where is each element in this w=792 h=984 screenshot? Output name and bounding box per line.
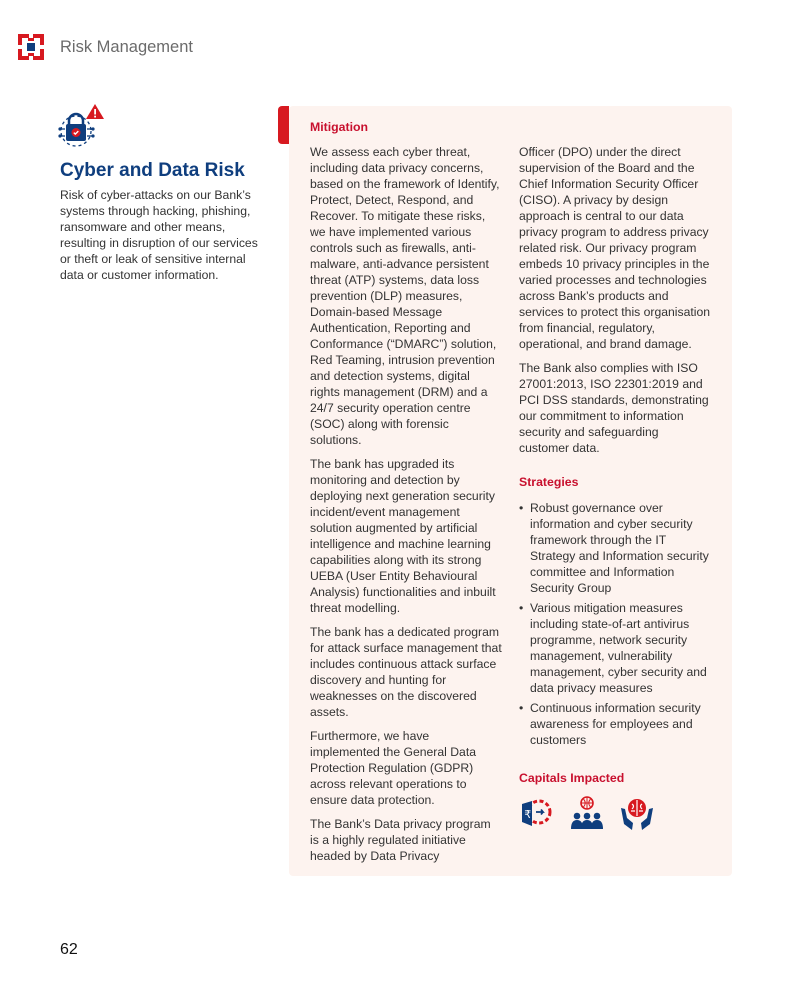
mitigation-paragraph: Furthermore, we have implemented the General Data Protection Regulation (GDPR) across relevant operations to ensure data protection. [310,729,476,807]
strategy-item: • Continuous information security awareness for employees and customers [519,700,711,748]
social-capital-icon [569,796,605,832]
strategy-item: • Robust governance over information and cyber security framework through the IT Strategy and Information security committee and Information Security Group [519,500,711,596]
page-number: 62 [60,941,78,958]
intellectual-capital-icon [619,796,655,832]
page-header [18,33,193,61]
strategy-item: • Various mitigation measures including state-of-art antivirus programme, network security management, vulnerability management, cyber security and data privacy measures [519,600,711,696]
mitigation-column-right [519,144,711,832]
strategies-heading: Strategies [519,475,579,489]
mitigation-paragraph-split: The Bank’s Data privacy program is a highly regulated initiative headed by Data Privacy [310,817,491,863]
panel-accent-bar [278,106,289,144]
financial-capital-icon [519,796,555,832]
svg-text:₹: ₹ [524,808,532,821]
mitigation-column-left [310,144,502,872]
strategies-list [519,500,711,748]
section-title: Cyber and Data Risk [60,160,245,181]
cyber-lock-warning-icon [58,103,106,151]
mitigation-heading: Mitigation [310,120,369,134]
mitigation-paragraph: The bank has upgraded its monitoring and detection by deploying next generation security incident/event management solution augmented by artificial intelligence and machine learning capabilities along with its strong UEBA (User Entity Behavioural Analysis) functionalities and inbuilt threat modelling. [310,457,496,615]
capitals-icons [519,796,711,832]
section-description: Risk of cyber-attacks on our Bank’s systems through hacking, phishing, ransomware and other means, resulting in disruption of our services or theft or leak of sensitive internal data or customer information. [60,188,258,282]
mitigation-paragraph: We assess each cyber threat, including data privacy concerns, based on the framework of Identify, Protect, Detect, Respond, and Recover. To mitigate these risks, we have implemented various controls such as firewalls, anti-malware, anti-advance persistent threat (ATP) systems, data loss prevention (DLP) measures, Domain-based Message Authentication, Reporting and Conformance (“DMARC”) solution, Red Teaming, intrusion prevention and detection systems, digital rights management (DRM) and a 24/7 security operation centre (SOC) along with forensic solutions. [310,145,500,447]
bank-logo-icon [18,34,44,60]
mitigation-paragraph-continued: Officer (DPO) under the direct supervision of the Board and the Chief Information Security Officer (CISO). A privacy by design approach is central to our data privacy program to address privacy related risk. Our privacy program embeds 10 privacy principles in the varied processes and technologies across Bank’s products and services to protect this organisation from financial, regulatory, operational, and brand damage. [519,145,711,351]
header-title: Risk Management [60,37,193,56]
mitigation-paragraph: The bank has a dedicated program for attack surface management that includes continuous attack surface discovery and hunting for weaknesses on the discovered assets. [310,625,502,719]
capitals-heading: Capitals Impacted [519,771,625,785]
mitigation-paragraph: The Bank also complies with ISO 27001:2013, ISO 22301:2019 and PCI DSS standards, demonstrating our commitment to information security and safeguarding customer data. [519,361,709,455]
